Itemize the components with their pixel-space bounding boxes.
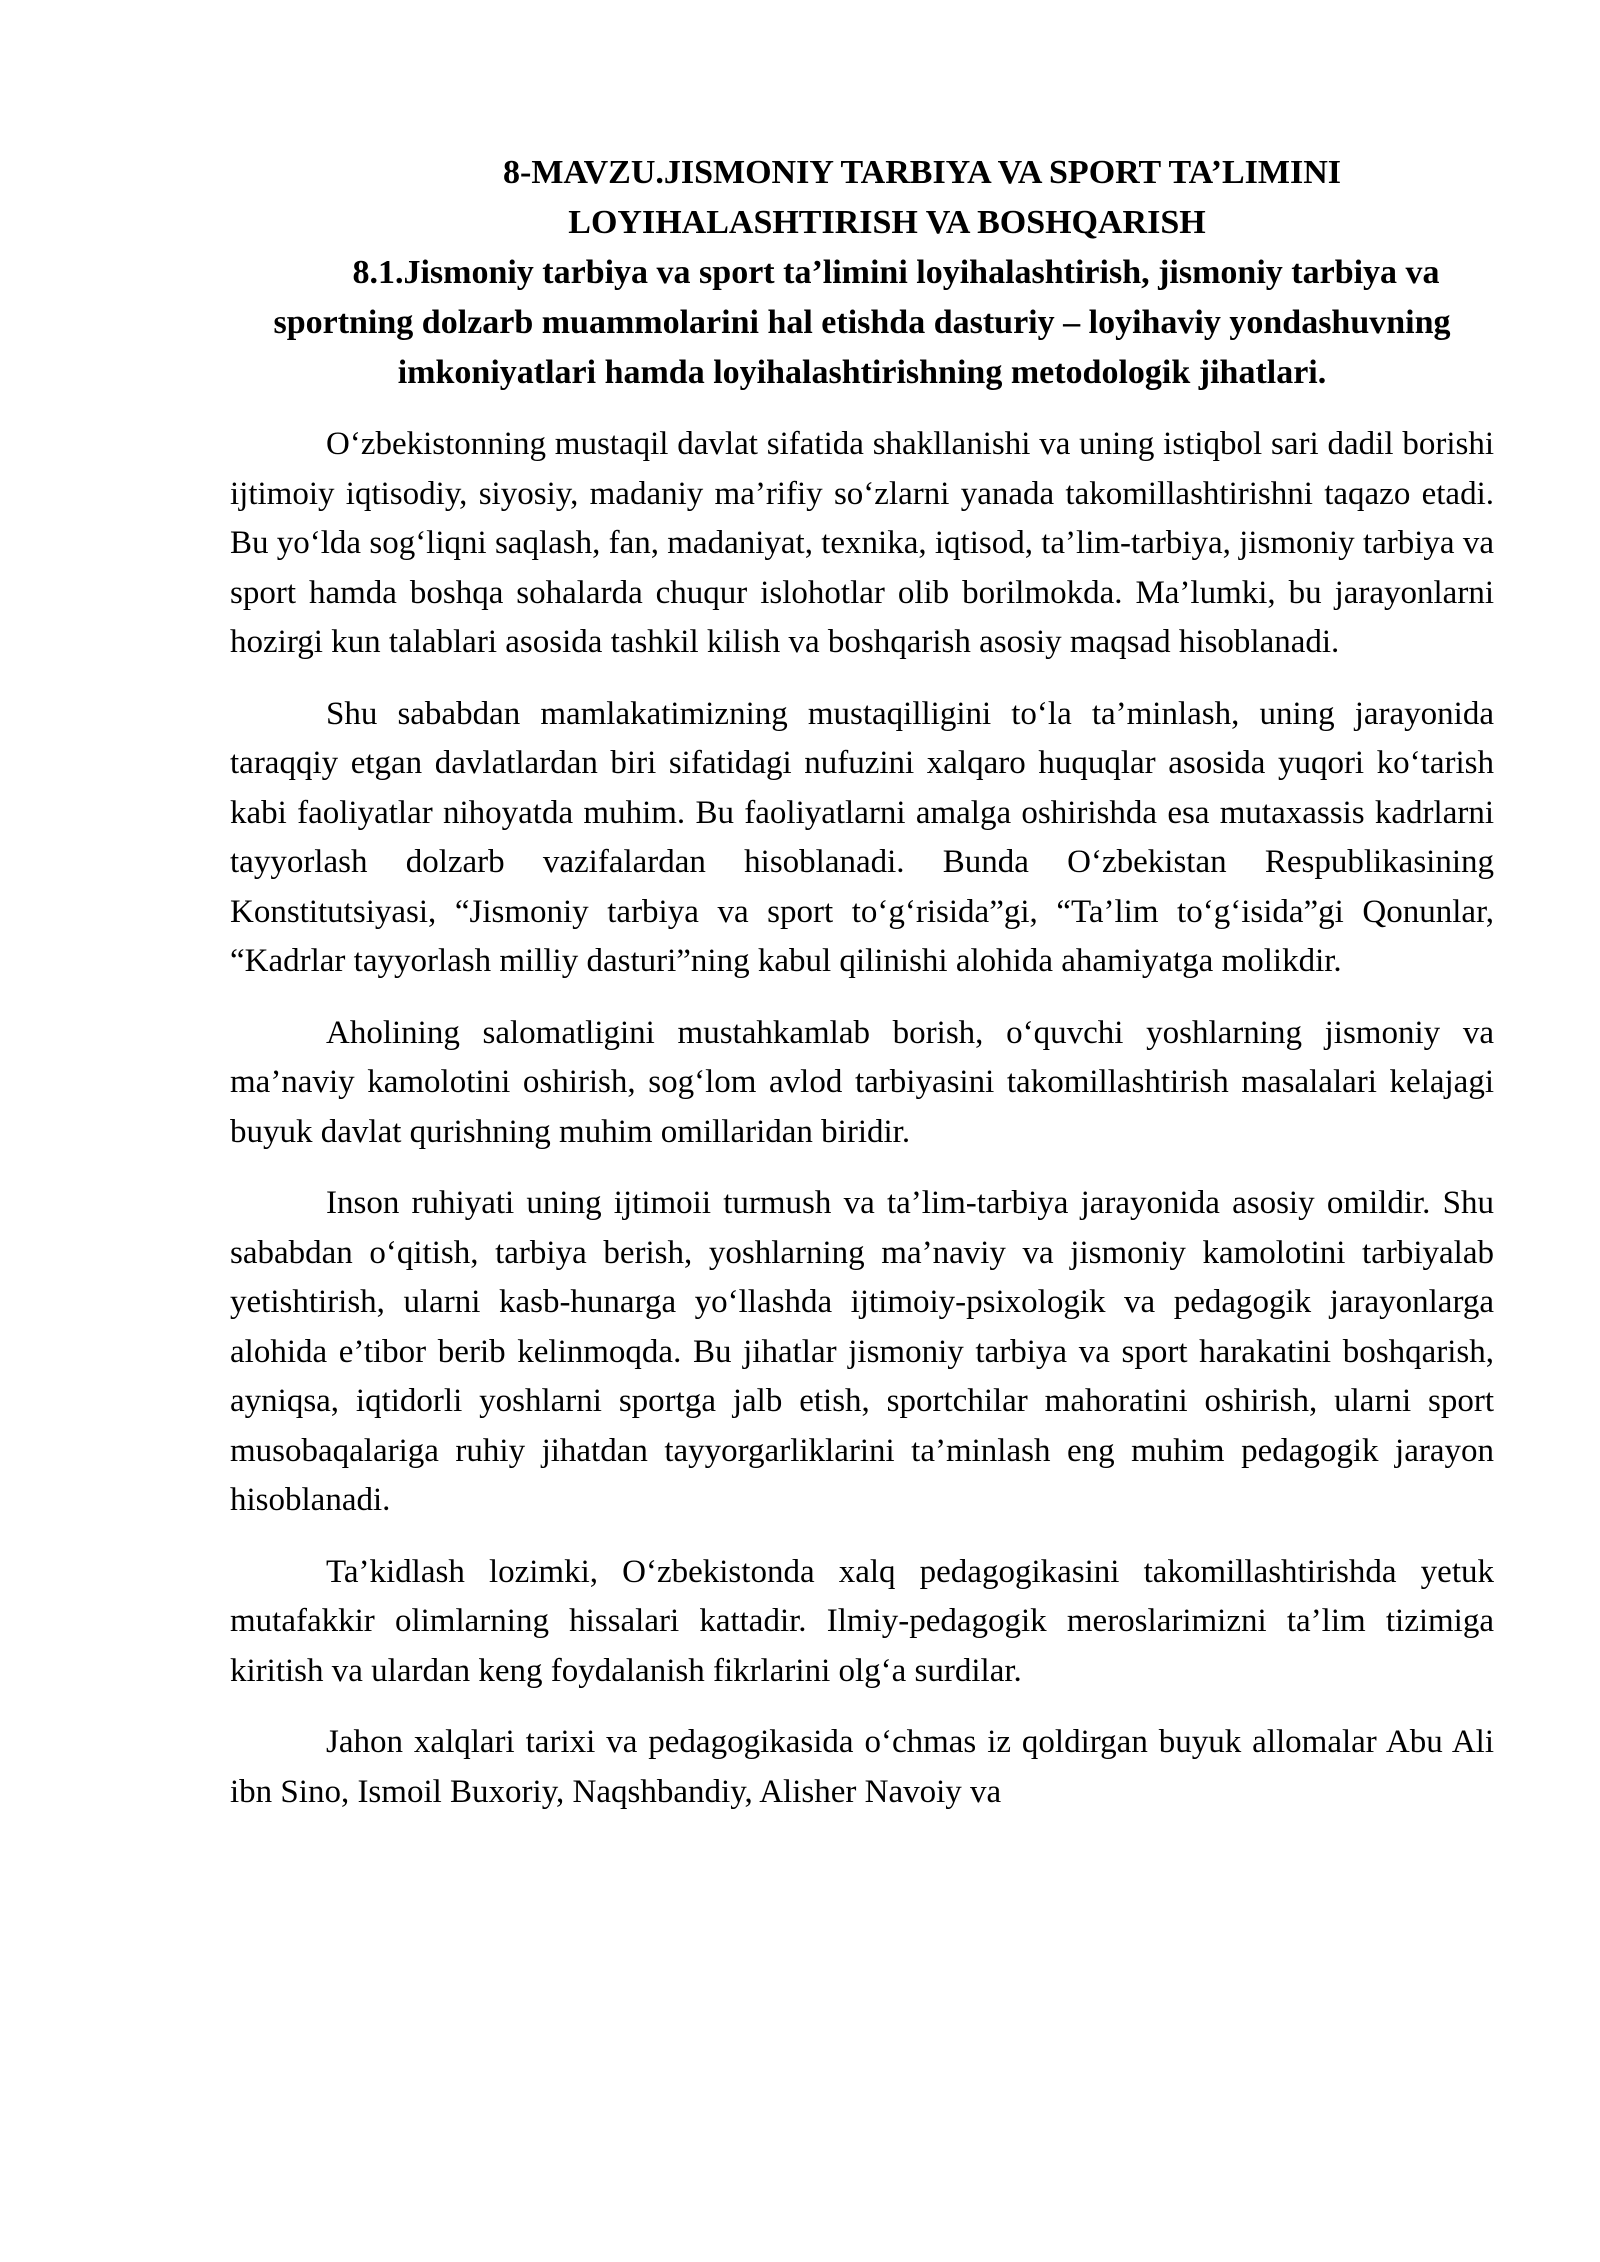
paragraph-1: O‘zbekistonning mustaqil davlat sifatida shakllanishi va uning istiqbol sari dadil borishi ijtimoiy iqtisodiy, siyosiy, madaniy ma’rifiy so‘zlarni yanada takomillashtirishni taqazo etadi. Bu yo‘lda sog‘liqni saqlash, fan, madaniyat, texnika, iqtisod, ta’lim-tarbiya, jismoniy tarbiya va sport hamda boshqa sohalarda chuqur islohotlar olib borilmokda. Ma’lumki, bu jarayonlarni hozirgi kun talablari asosida tashkil kilish va boshqarish asosiy maqsad hisoblanadi. <box>230 426 1494 660</box>
paragraph-5: Ta’kidlash lozimki, O‘zbekistonda xalq pedagogikasini takomillashtirishda yetuk mutafakkir olimlarning hissalari kattadir. Ilmiy-pedagogik meroslarimizni ta’lim tizimiga kiritish va ulardan keng foydalanish fikrlarini olg‘a surdilar. <box>230 1553 1494 1689</box>
document-title <box>230 148 1494 248</box>
title-line-2: LOYIHALASHTIRISH VA BOSHQARISH <box>568 204 1206 241</box>
paragraph-4: Inson ruhiyati uning ijtimoii turmush va ta’lim-tarbiya jarayonida asosiy omildir. Shu sababdan o‘qitish, tarbiya berish, yoshlarning ma’naviy va jismoniy kamolotini tarbiyalab yetishtirish, ularni kasb-hunarga yo‘llashda ijtimoiy-psixologik va pedagogik jarayonlarga alohida e’tibor berib kelinmoqda. Bu jihatlar jismoniy tarbiya va sport harakatini boshqarish, ayniqsa, iqtidorli yoshlarni sportga jalb etish, sportchilar mahoratini oshirish, ularni sport musobaqalariga ruhiy jihatdan tayyorgarliklarini ta’minlash eng muhim pedagogik jarayon hisoblanadi. <box>230 1185 1494 1518</box>
title-line-1: 8-MAVZU.JISMONIY TARBIYA VA SPORT TA’LIMINI <box>503 154 1341 191</box>
paragraph-3: Aholining salomatligini mustahkamlab borish, o‘quvchi yoshlarning jismoniy va ma’naviy kamolotini oshirish, sog‘lom avlod tarbiyasini takomillashtirish masalalari kelajagi buyuk davlat qurishning muhim omillaridan biridir. <box>230 1014 1494 1150</box>
document-body <box>230 148 1494 1839</box>
paragraph-6: Jahon xalqlari tarixi va pedagogikasida o‘chmas iz qoldirgan buyuk allomalar Abu Ali ibn Sino, Ismoil Buxoriy, Naqshbandiy, Alisher Navoiy va <box>230 1724 1494 1810</box>
paragraph-2: Shu sababdan mamlakatimizning mustaqilligini to‘la ta’minlash, uning jarayonida taraqqiy etgan davlatlardan biri sifatidagi nufuzini xalqaro huquqlar asosida yuqori ko‘tarish kabi faoliyatlar nihoyatda muhim. Bu faoliyatlarni amalga oshirishda esa mutaxassis kadrlarni tayyorlash dolzarb vazifalardan hisoblanadi. Bunda O‘zbekistan Respublikasining Konstitutsiyasi, “Jismoniy tarbiya va sport to‘g‘risida”gi, “Ta’lim to‘g‘isida”gi Qonunlar, “Kadrlar tayyorlash milliy dasturi”ning kabul qilinishi alohida ahamiyatga molikdir. <box>230 695 1494 979</box>
section-heading: 8.1.Jismoniy tarbiya va sport ta’limini loyihalashtirish, jismoniy tarbiya va sportning dolzarb muammolarini hal etishda dasturiy – loyihaviy yondashuvning imkoniyatlari hamda loyihalashtirishning metodologik jihatlari. <box>273 254 1451 391</box>
